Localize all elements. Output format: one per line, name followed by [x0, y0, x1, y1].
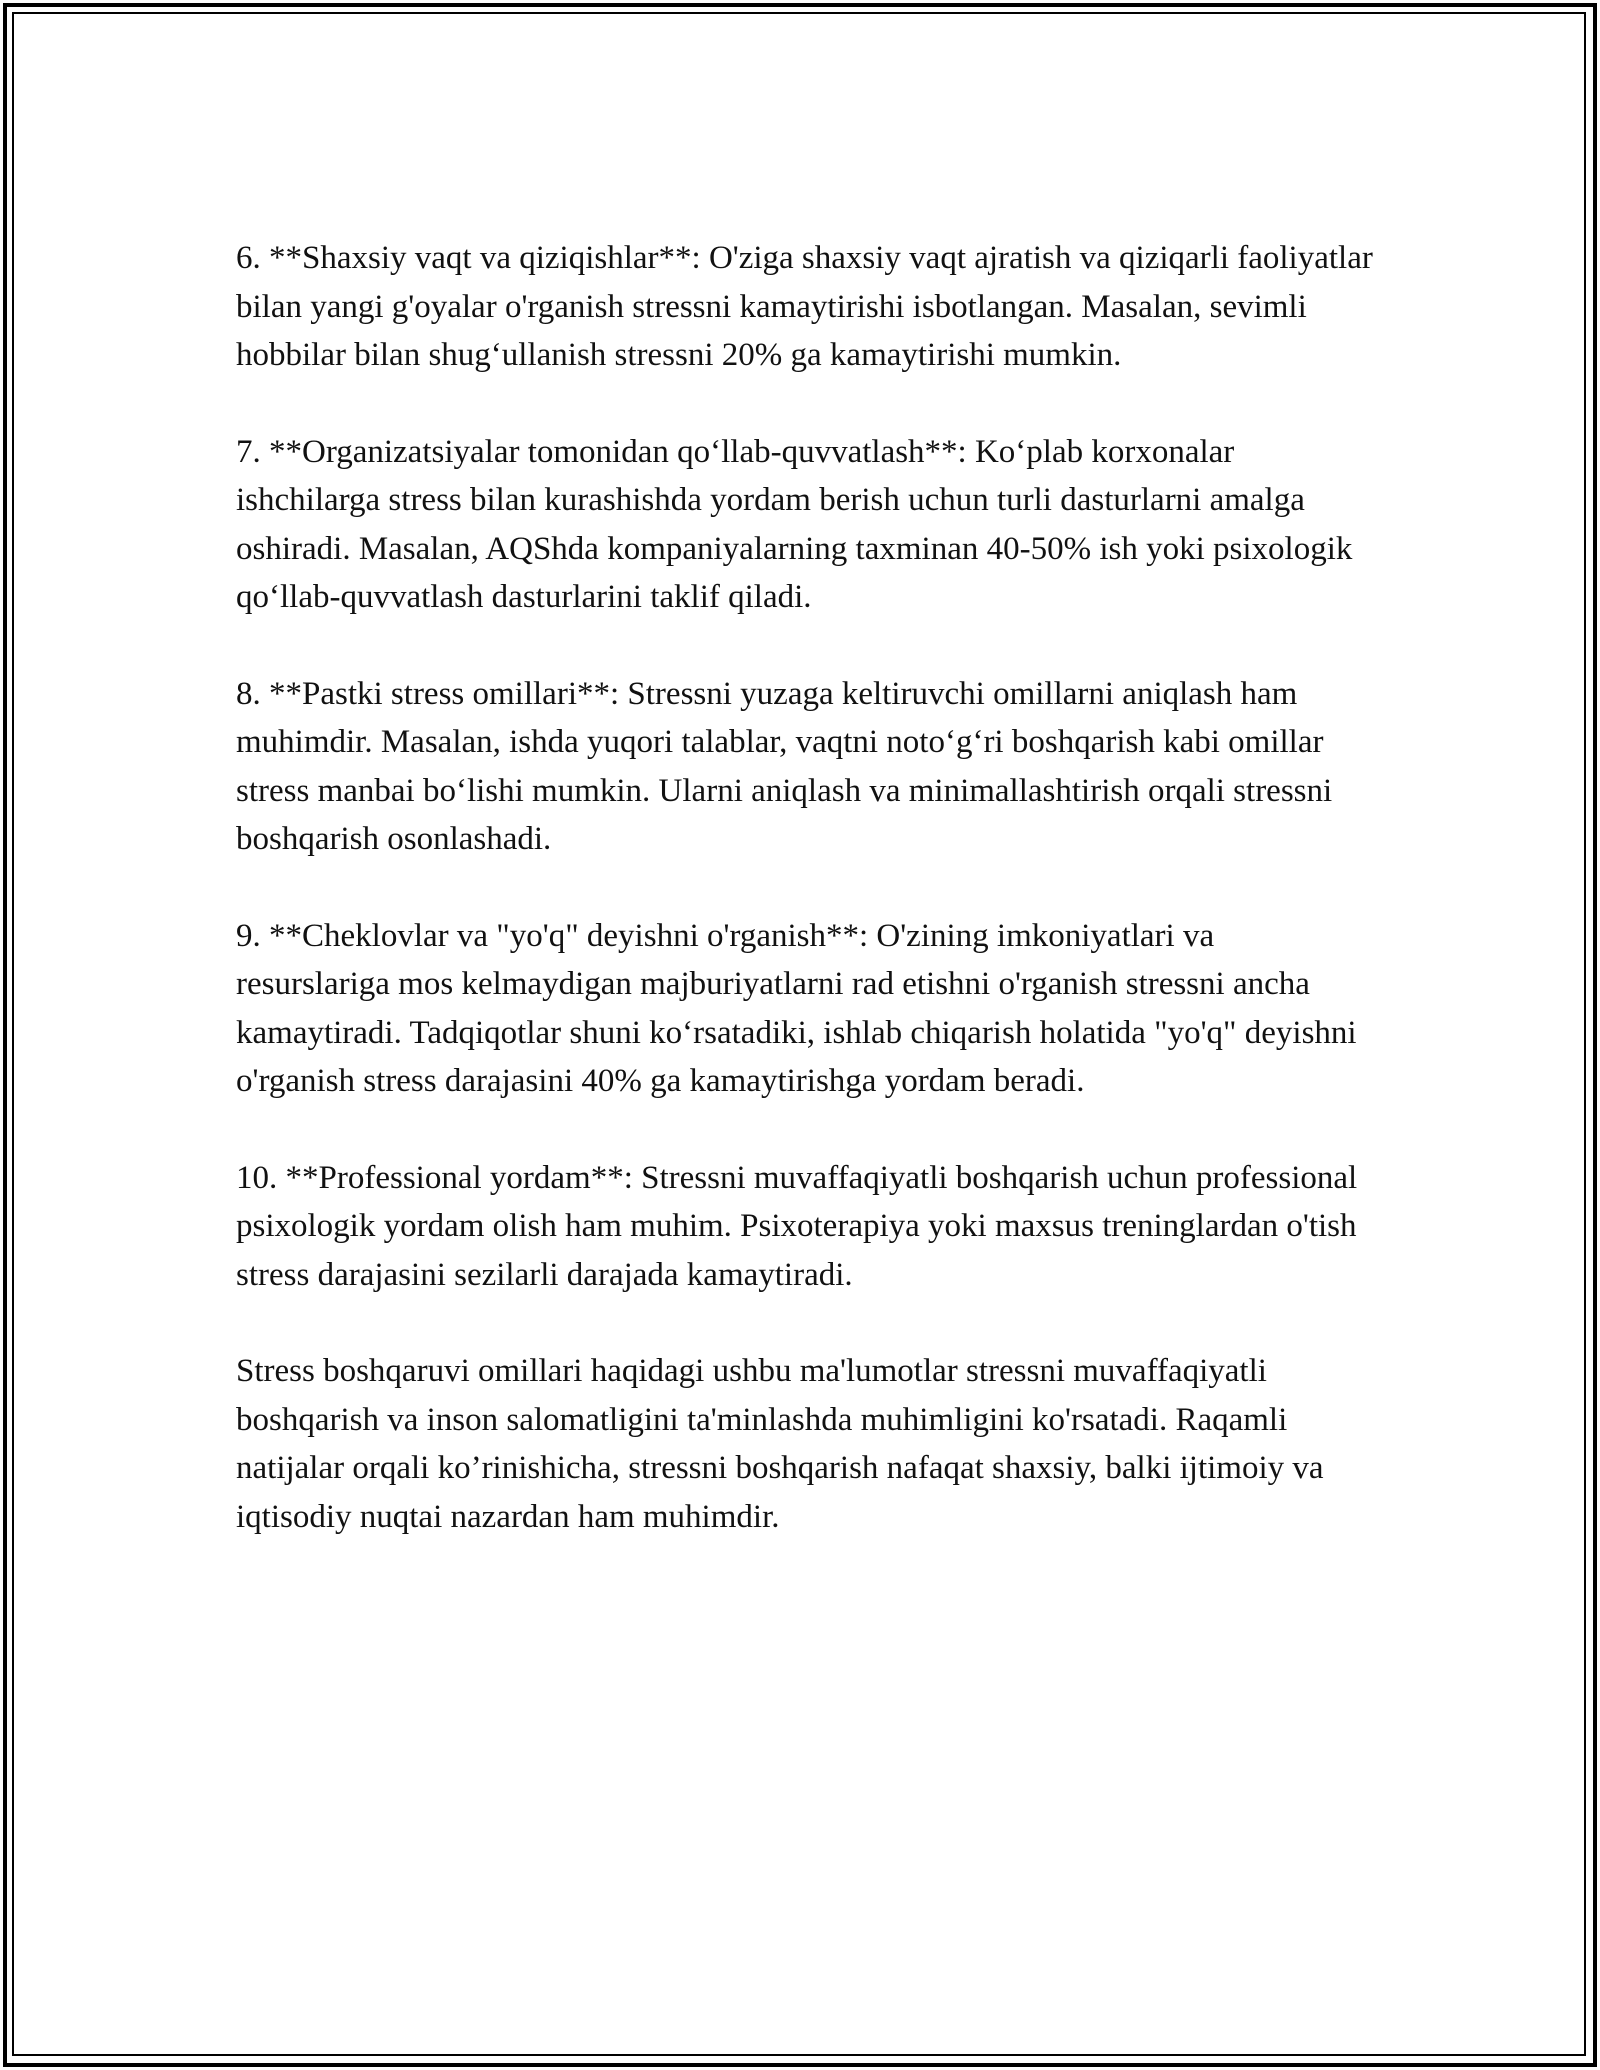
paragraph-item-9: 9. **Cheklovlar va "yo'q" deyishni o'rganish**: O'zining imkoniyatlari va resurslariga mos kelmaydigan majburiyatlarni rad etishni o'rganish stressni ancha kamaytiradi. Tadqiqotlar shuni ko‘rsatadiki, ishlab chiqarish holatida "yo'q" deyishni o'rganish stress darajasini 40% ga kamaytirishga yordam beradi. [236, 917, 1357, 1099]
paragraph-item-10: 10. **Professional yordam**: Stressni muvaffaqiyatli boshqarish uchun professional psixologik yordam olish ham muhim. Psixoterapiya yoki maxsus treninglardan o'tish stress darajasini sezilarli darajada kamaytiradi. [236, 1159, 1358, 1293]
conclusion-paragraph: Stress boshqaruvi omillari haqidagi ushbu ma'lumotlar stressni muvaffaqiyatli boshqarish va inson salomatligini ta'minlashda muhimligini ko'rsatadi. Raqamli natijalar orqali ko’rinishicha, stressni boshqarish nafaqat shaxsiy, balki ijtimoiy va iqtisodiy nuqtai nazardan ham muhimdir. [236, 1353, 1324, 1535]
document-body [236, 234, 1376, 1541]
paragraph-item-7: 7. **Organizatsiyalar tomonidan qo‘llab-quvvatlash**: Ko‘plab korxonalar ishchilarga stress bilan kurashishda yordam berish uchun turli dasturlarni amalga oshiradi. Masalan, AQShda kompaniyalarning taxminan 40-50% ish yoki psixologik qo‘llab-quvvatlash dasturlarini taklif qiladi. [236, 433, 1353, 615]
paragraph-item-6: 6. **Shaxsiy vaqt va qiziqishlar**: O'ziga shaxsiy vaqt ajratish va qiziqarli faoliyatlar bilan yangi g'oyalar o'rganish stressni kamaytirishi isbotlangan. Masalan, sevimli hobbilar bilan shug‘ullanish stressni 20% ga kamaytirishi mumkin. [236, 240, 1373, 373]
paragraph-item-8: 8. **Pastki stress omillari**: Stressni yuzaga keltiruvchi omillarni aniqlash ham muhimdir. Masalan, ishda yuqori talablar, vaqtni noto‘g‘ri boshqarish kabi omillar stress manbai bo‘lishi mumkin. Ularni aniqlash va minimallashtirish orqali stressni boshqarish osonlashadi. [236, 675, 1333, 857]
